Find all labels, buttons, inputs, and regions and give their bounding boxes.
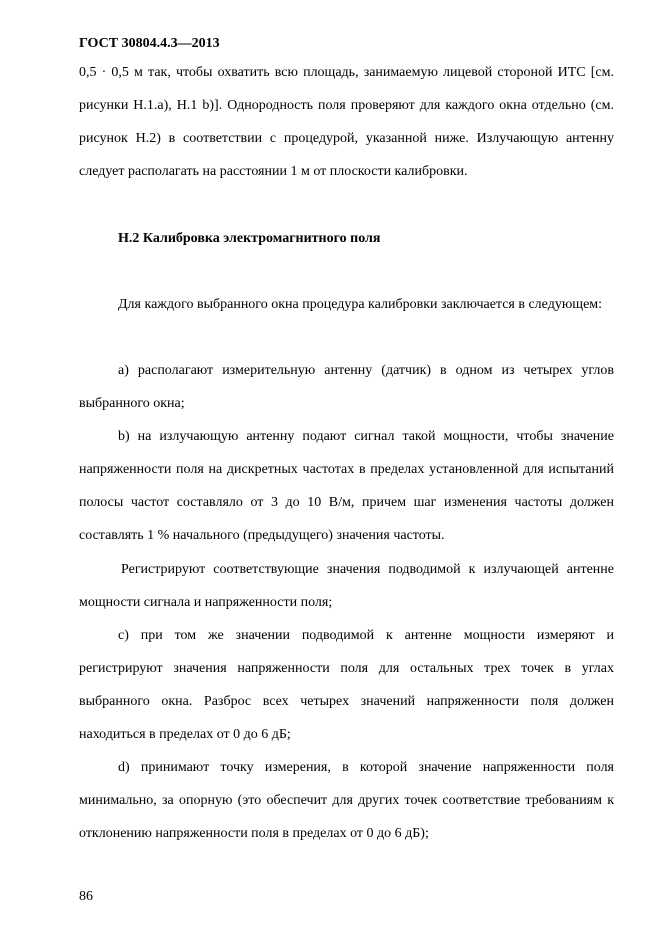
paragraph-register-values: Регистрируют соответствующие значения подводимой к излучающей антенне мощности сигнала и напряженности поля; xyxy=(79,562,614,610)
paragraph-window-size: 0,5 · 0,5 м так, чтобы охватить всю площадь, занимаемую лицевой стороной ИТС [см. рисунки Н.1.а), Н.1 b)]. Однородность поля проверяют для каждого окна отдельно (см. рисунок Н.2) в соответствии с процедурой, указанной ниже. Излучающую антенну следует располагать на расстоянии 1 м от плоскости калибровки. xyxy=(79,65,614,179)
list-item-c: c) при том же значении подводимой к антенне мощности измеряют и регистрируют значения напряженности поля для остальных трех точек в углах выбранного окна. Разброс всех четырех значений напряженности поля должен находиться в пределах от 0 до 6 дБ; xyxy=(79,628,614,742)
page-number: 86 xyxy=(79,889,93,904)
paragraph-procedure-intro: Для каждого выбранного окна процедура калибровки заключается в следующем: xyxy=(118,297,603,312)
document-header: ГОСТ 30804.4.3—2013 xyxy=(79,36,220,51)
list-item-a: a) располагают измерительную антенну (датчик) в одном из четырех углов выбранного окна; xyxy=(79,363,614,411)
section-heading: Н.2 Калибровка электромагнитного поля xyxy=(118,231,381,246)
list-item-b: b) на излучающую антенну подают сигнал такой мощности, чтобы значение напряженности поля на дискретных частотах в пределах установленной для испытаний полосы частот составляло от 3 до 10 В/м, причем шаг изменения частоты должен составлять 1 % начального (предыдущего) значения частоты. xyxy=(79,429,614,543)
list-item-d: d) принимают точку измерения, в которой значение напряженности поля минимально, за опорную (это обеспечит для других точек соответствие требованиям к отклонению напряженности поля в пределах от 0 до 6 дБ); xyxy=(79,760,614,841)
